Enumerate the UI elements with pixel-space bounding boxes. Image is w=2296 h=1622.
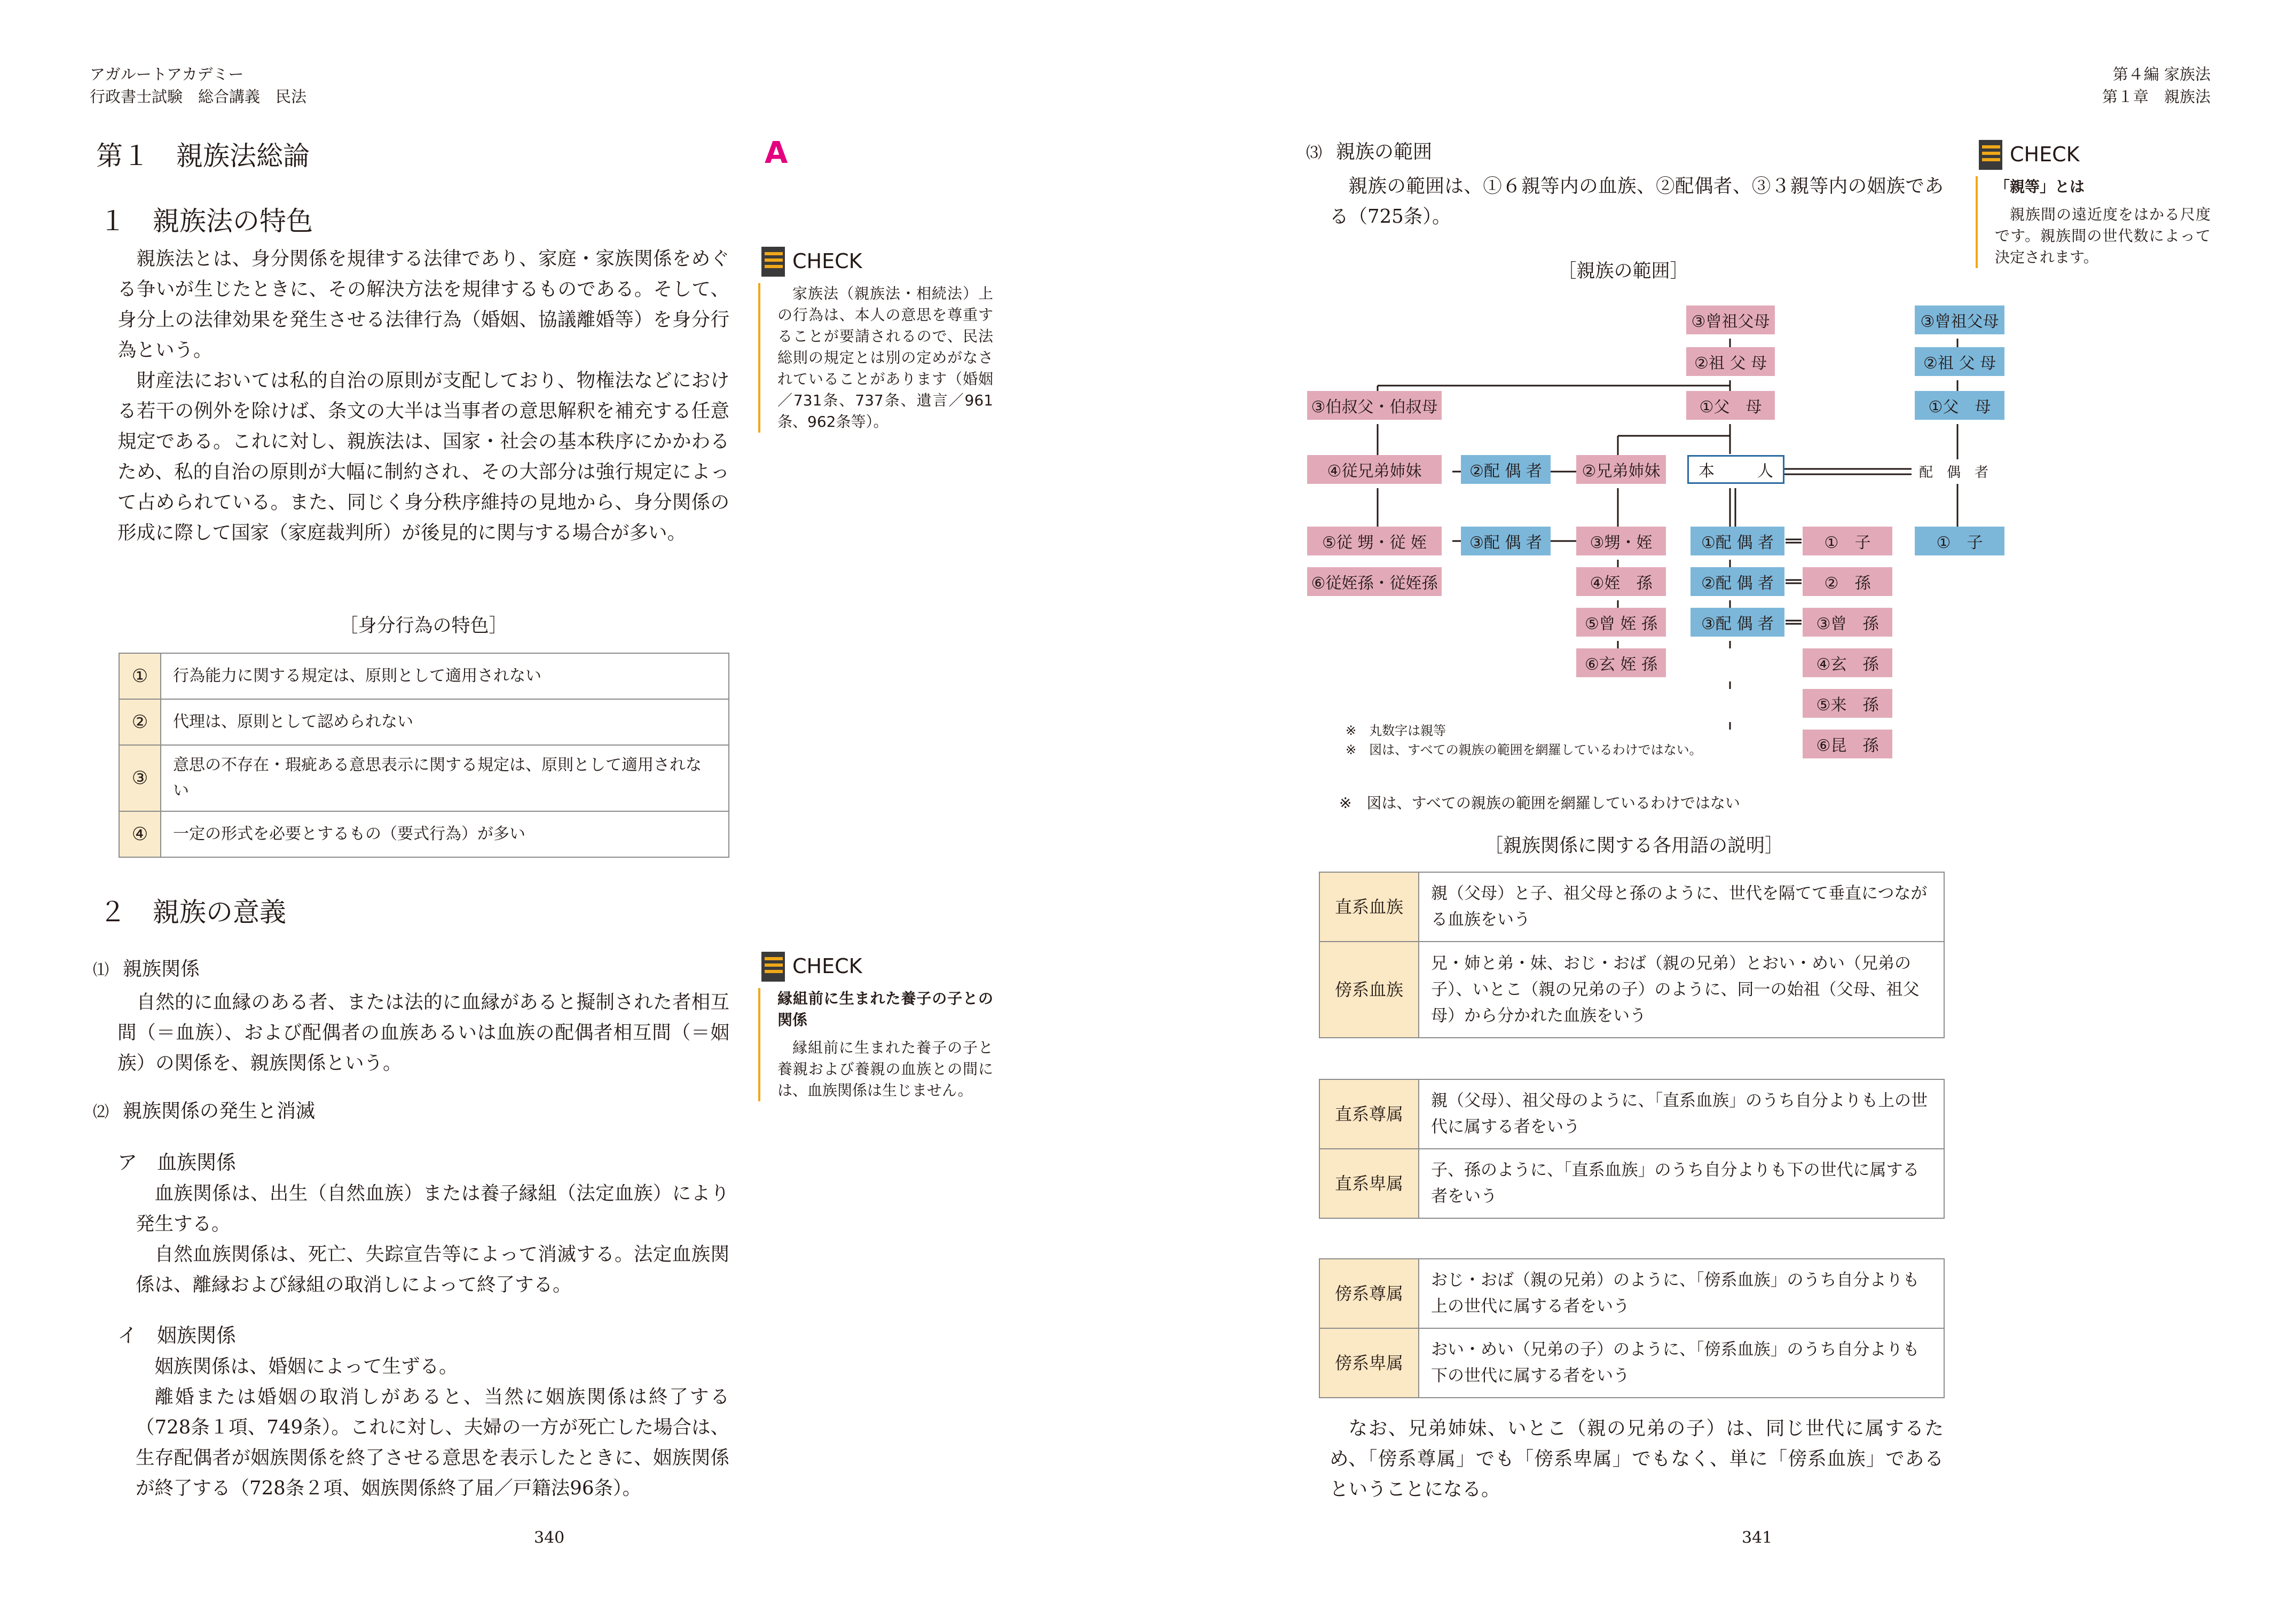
table-row <box>1319 1149 1944 1218</box>
term-desc: 子、孫のように、「直系血族」のうち自分よりも下の世代に属する者をいう <box>1419 1149 1944 1218</box>
tree-caption: ［親族の範囲］ <box>1558 261 1689 282</box>
check-header <box>1976 137 2211 172</box>
tree-node-great-great-grandchildren: ④玄 孫 <box>1803 648 1892 677</box>
paragraph: 財産法においては私的自治の原則が支配しており、物権法などにおける若干の例外を除けば、条文の大半は当事者の意思解釈を補充する任意規定である。これに対し、親族法は、国家・社会の基本秩序にかかわるため、私的自治の原則が大幅に制約され、その大部分は強行規定によって占められている。また、同じく身分秩序維持の見地から、身分関係の形成に際して国家（家庭裁判所）が後見的に関与する場合が多い。 <box>117 370 729 544</box>
tree-node-children: ① 子 <box>1803 527 1892 555</box>
tree-node-great-grandchild-spouse: ③配 偶 者 <box>1690 608 1784 637</box>
paragraph: 親族法とは、身分関係を規律する法律であり、家庭・家族関係をめぐる争いが生じたときに、その解決方法を規律するものである。そして、身分上の法律効果を発生させる法律行為（婚姻、協議離婚等）を身分行為という。 <box>117 248 729 361</box>
row-text: 代理は、原則として認められない <box>161 699 729 745</box>
terms-table-2 <box>1319 1079 1945 1219</box>
tree-node-grandchildren: ② 孫 <box>1803 567 1892 596</box>
row-number: ① <box>119 653 161 699</box>
tree-node-siblings: ②兄弟姉妹 <box>1576 455 1666 484</box>
paragraph: 自然的に血縁のある者、または法的に血縁があると擬制された者相互間（＝血族）、および配偶者の血族あるいは血族の配偶者相互間（＝姻族）の関係を、親族関係という。 <box>117 991 729 1074</box>
item-a-title: ア 血族関係 <box>117 1151 236 1174</box>
tree-node-great-great-grandnephews: ⑥玄 姪 孫 <box>1576 648 1666 677</box>
tree-spouse-label: 配 偶 者 <box>1919 465 1989 481</box>
section1-title: １ 親族法の特色 <box>99 206 313 237</box>
part-title: 第１ 親族法総論 <box>96 140 310 171</box>
terms-table-3 <box>1319 1258 1945 1398</box>
tree-node-uncles-aunts: ③伯叔父・伯叔母 <box>1307 391 1442 420</box>
tree-node-spouse-great-grandparents: ③曾祖父母 <box>1915 305 2004 334</box>
tree-node-great-grandchildren: ③曾 孫 <box>1803 608 1892 637</box>
table-row <box>1319 1079 1944 1149</box>
row-text: 一定の形式を必要とするもの（要式行為）が多い <box>161 811 729 857</box>
tree-node-sibling-spouse: ②配 偶 者 <box>1461 455 1551 484</box>
self-char-2: 人 <box>1757 462 1773 481</box>
tree-node-cousin-children: ⑤従 甥・従 姪 <box>1307 527 1442 555</box>
self-char-1: 本 <box>1699 462 1715 481</box>
term-key: 直系卑属 <box>1319 1149 1419 1218</box>
terms-table-1 <box>1319 872 1945 1038</box>
table-row <box>1319 872 1944 942</box>
check-label: CHECK <box>792 954 862 978</box>
check-title: 「親等」とは <box>1995 178 2085 195</box>
row-number: ③ <box>119 745 161 811</box>
subsection-title: 親族関係 <box>123 958 200 980</box>
term-desc: おじ・おば（親の兄弟）のように、「傍系血族」のうち自分よりも上の世代に属する者をいう <box>1419 1259 1944 1328</box>
check-box-right <box>1976 137 2211 268</box>
table-caption: ［身分行為の特色］ <box>339 615 508 637</box>
check-body <box>1976 176 2211 268</box>
page-number-left: 340 <box>534 1529 565 1547</box>
subsection-number: ⑵ <box>93 1103 109 1122</box>
term-desc: 親（父母）、祖父母のように、「直系血族」のうち自分よりも上の世代に属する者をいう <box>1419 1079 1944 1149</box>
check-text: 親族間の遠近度をはかる尺度です。親族間の世代数によって決定されます。 <box>1995 206 2211 266</box>
tree-node-self <box>1687 455 1784 484</box>
paragraph: 離婚または婚姻の取消しがあると、当然に姻族関係は終了する（728条１項、749条）。これに対し、夫婦の一方が死亡した場合は、生存配偶者が姻族関係を終了させる意思を表示したときに、姻族関係が終了する（728条２項、姻族関係終了届／戸籍法96条）。 <box>136 1386 729 1499</box>
row-number: ④ <box>119 811 161 857</box>
table-row <box>1319 942 1944 1038</box>
check-text: 家族法（親族法・相続法）上の行為は、本人の意思を尊重することが要請されるので、民法総則の規定とは別の定めがなされていることがあります（婚姻／731条、737条、遺言／961条、962条等）。 <box>758 283 993 433</box>
section2-title: ２ 親族の意義 <box>99 897 286 928</box>
check-title: 縁組前に生まれた養子の子との関係 <box>777 990 993 1029</box>
term-key: 直系血族 <box>1319 872 1419 942</box>
tree-node-niece-spouse: ③配 偶 者 <box>1461 527 1551 555</box>
term-desc: 兄・姉と弟・妹、おじ・おば（親の兄弟）とおい・めい（兄弟の子）、いとこ（親の兄弟の子）のように、同一の始祖（父母、祖父母）から分かれた血族をいう <box>1419 942 1944 1038</box>
item-i-title: イ 姻族関係 <box>117 1324 236 1347</box>
tree-note-2: ※ 図は、すべての親族の範囲を網羅しているわけではない。 <box>1346 742 1702 757</box>
term-desc: 親（父母）と子、祖父母と孫のように、世代を隔てて垂直につながる血族をいう <box>1419 872 1944 942</box>
paragraph: 血族関係は、出生（自然血族）または養子縁組（法定血族）により発生する。 <box>136 1182 729 1235</box>
tree-node-grandchild-spouse: ②配 偶 者 <box>1690 567 1784 596</box>
subsection-title: 親族の範囲 <box>1336 141 1433 163</box>
rank-mark: A <box>765 136 788 170</box>
row-text: 行為能力に関する規定は、原則として適用されない <box>161 653 729 699</box>
tree-node-great-grandnephews: ⑤曾 姪 孫 <box>1576 608 1666 637</box>
tree-node-6th-generation: ⑥昆 孫 <box>1803 730 1892 758</box>
term-key: 傍系卑属 <box>1319 1328 1419 1398</box>
check-book-icon <box>1976 138 2006 171</box>
tree-node-grandparents: ②祖 父 母 <box>1686 347 1775 376</box>
paragraph: 親族の範囲は、①６親等内の血族、②配偶者、③３親等内の姻族である（725条）。 <box>1330 175 1944 228</box>
tree-node-great-grandparents: ③曾祖父母 <box>1686 305 1775 334</box>
tree-node-spouse-parents: ①父 母 <box>1915 391 2004 420</box>
tree-note-1: ※ 丸数字は親等 <box>1346 723 1446 738</box>
subsection-number: ⑶ <box>1306 144 1322 162</box>
term-key: 傍系血族 <box>1319 942 1419 1038</box>
subsection-number: ⑴ <box>93 961 109 980</box>
term-key: 直系尊属 <box>1319 1079 1419 1149</box>
tree-node-spouse-children: ① 子 <box>1915 527 2004 555</box>
tree-node-cousins: ④従兄弟姉妹 <box>1307 455 1442 484</box>
paragraph: 姻族関係は、婚姻によって生ずる。 <box>154 1355 458 1377</box>
check-label: CHECK <box>792 249 862 273</box>
check-text: 縁組前に生まれた養子の子と養親および養親の血族との間には、血族関係は生じません。 <box>777 1039 993 1099</box>
tree-node-child-spouse: ①配 偶 者 <box>1690 527 1784 555</box>
page-number-right: 341 <box>1742 1529 1773 1547</box>
row-text: 意思の不存在・瑕疵ある意思表示に関する規定は、原則として適用されない <box>161 745 729 811</box>
table-row <box>1319 1259 1944 1328</box>
tree-node-spouse-grandparents: ②祖 父 母 <box>1915 347 2004 376</box>
term-desc: おい・めい（兄弟の子）のように、「傍系血族」のうち自分よりも下の世代に属する者をいう <box>1419 1328 1944 1398</box>
tree-node-grandnephews: ④姪 孫 <box>1576 567 1666 596</box>
paragraph: なお、兄弟姉妹、いとこ（親の兄弟の子）は、同じ世代に属するため、「傍系尊属」でも「傍系卑属」でもなく、単に「傍系血族」であるということになる。 <box>1330 1417 1944 1500</box>
paragraph: 自然血族関係は、死亡、失踪宣告等によって消滅する。法定血族関係は、離縁および縁組の取消しによって終了する。 <box>136 1243 729 1296</box>
tree-footnote: ※ 図は、すべての親族の範囲を網羅しているわけではない <box>1339 794 1740 812</box>
check-label: CHECK <box>2010 143 2080 166</box>
row-number: ② <box>119 699 161 745</box>
terms-caption: ［親族関係に関する各用語の説明］ <box>1484 835 1783 857</box>
tree-node-5th-generation: ⑤来 孫 <box>1803 689 1892 718</box>
subsection-title: 親族関係の発生と消滅 <box>123 1100 316 1122</box>
tree-node-parents: ①父 母 <box>1686 391 1775 420</box>
tree-node-nephews-nieces: ③甥・姪 <box>1576 527 1666 555</box>
header-line-1: 第４編 家族法 <box>2112 65 2211 83</box>
header-line-2: 行政書士試験 総合講義 民法 <box>90 88 307 106</box>
header-line-1: アガルートアカデミー <box>90 65 244 83</box>
header-line-2: 第１章 親族法 <box>2102 88 2211 106</box>
tree-node-cousin-grandchildren: ⑥従姪孫・従姪孫 <box>1307 567 1442 596</box>
table-row <box>1319 1328 1944 1398</box>
term-key: 傍系尊属 <box>1319 1259 1419 1328</box>
